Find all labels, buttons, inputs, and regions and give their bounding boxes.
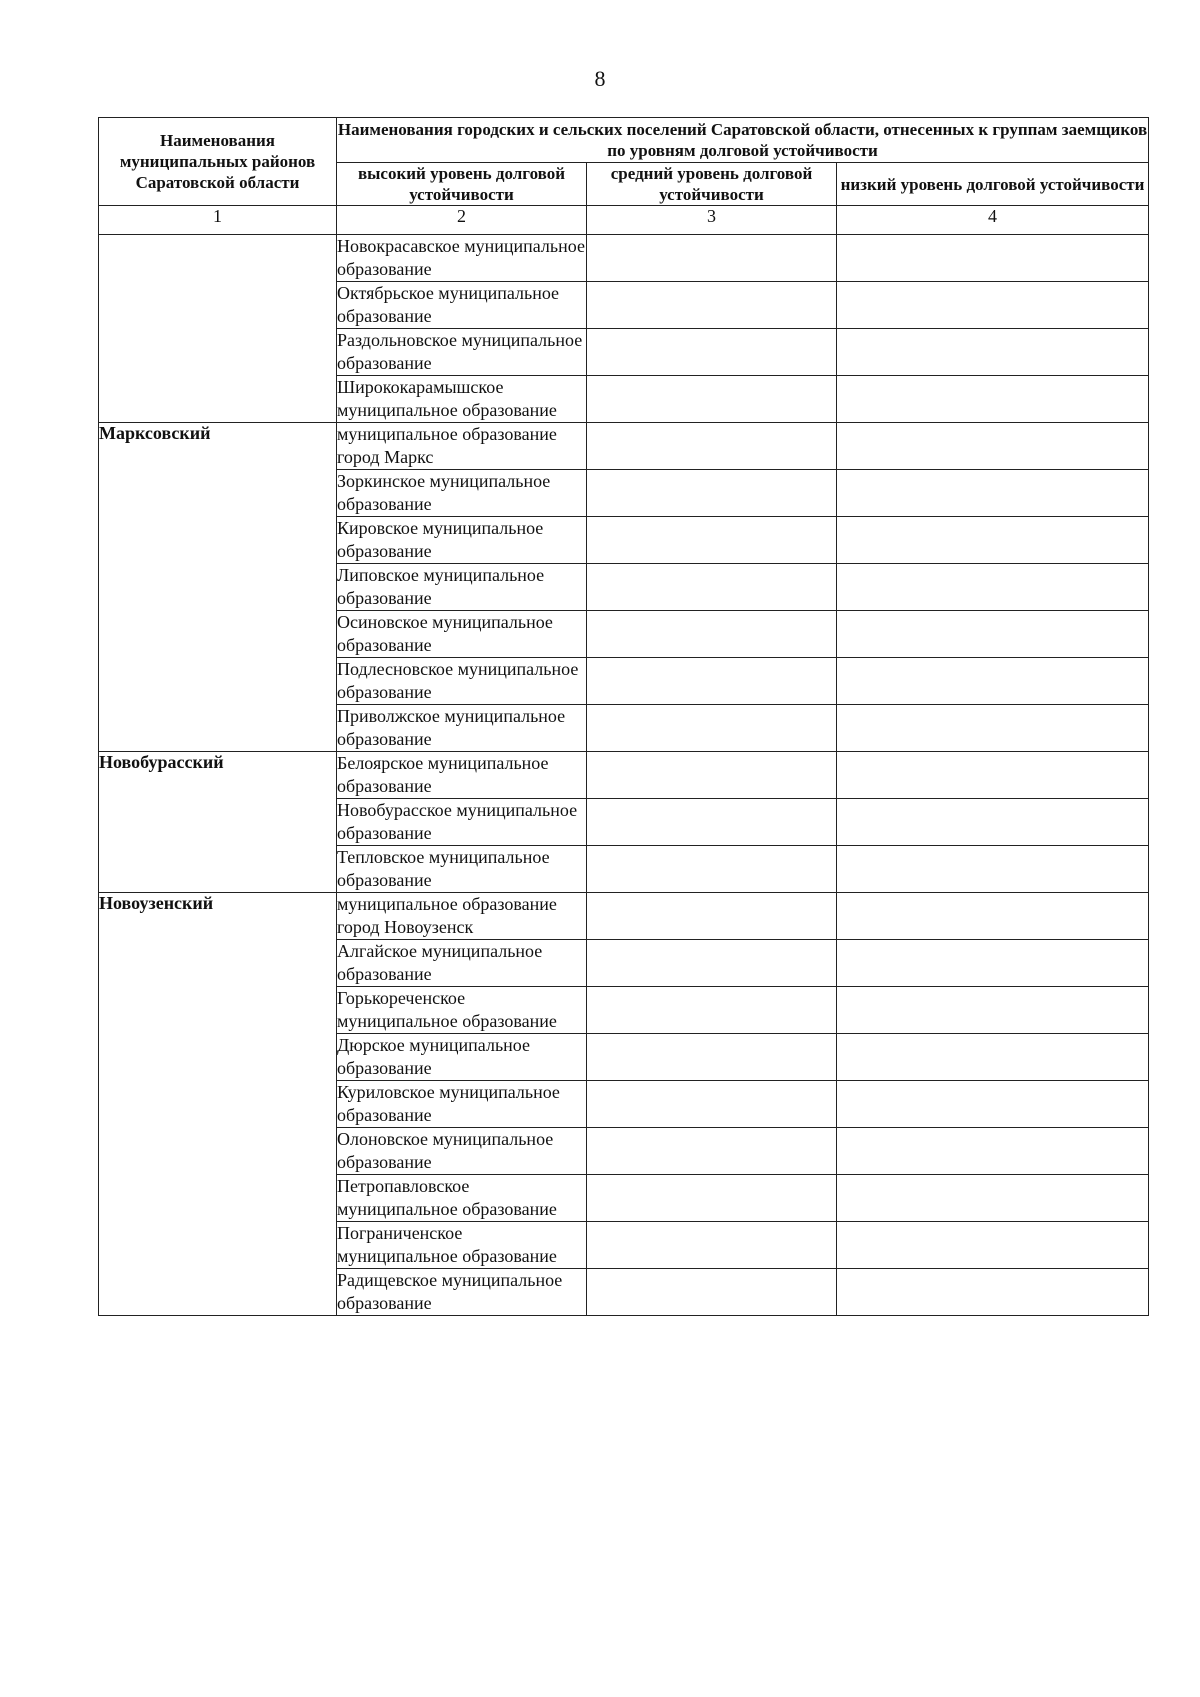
settlement-high-level: Пограниченское муниципальное образование [337,1222,587,1269]
district-name [99,235,337,423]
column-number-2: 2 [337,206,587,235]
settlement-medium-level [587,658,837,705]
table-row [99,423,1149,470]
settlement-high-level: Тепловское муниципальное образование [337,846,587,893]
settlement-high-level: Дюрское муниципальное образование [337,1034,587,1081]
settlement-medium-level [587,1128,837,1175]
table-row [99,752,1149,799]
settlement-low-level [837,752,1149,799]
header-districts: Наименования муниципальных районов Саратовской области [99,118,337,206]
settlement-medium-level [587,1081,837,1128]
debt-sustainability-table [98,117,1149,1316]
settlement-low-level [837,611,1149,658]
settlement-low-level [837,1269,1149,1316]
settlement-medium-level [587,1269,837,1316]
settlement-high-level: Куриловское муниципальное образование [337,1081,587,1128]
settlement-low-level [837,1128,1149,1175]
settlement-low-level [837,470,1149,517]
settlement-low-level [837,329,1149,376]
settlement-medium-level [587,235,837,282]
header-low-level: низкий уровень долговой устойчивости [837,163,1149,206]
settlement-low-level [837,1175,1149,1222]
settlement-high-level: Октябрьское муниципальное образование [337,282,587,329]
settlement-high-level: Новокрасавское муниципальное образование [337,235,587,282]
settlement-low-level [837,517,1149,564]
settlement-high-level: Осиновское муниципальное образование [337,611,587,658]
settlement-high-level: Петропавловское муниципальное образование [337,1175,587,1222]
settlement-medium-level [587,799,837,846]
settlement-low-level [837,564,1149,611]
settlement-high-level: Раздольновское муниципальное образование [337,329,587,376]
column-number-3: 3 [587,206,837,235]
settlement-low-level [837,1222,1149,1269]
header-high-level: высокий уровень долговой устойчивости [337,163,587,206]
settlement-low-level [837,423,1149,470]
settlement-medium-level [587,1175,837,1222]
settlement-medium-level [587,611,837,658]
settlement-low-level [837,705,1149,752]
settlement-low-level [837,987,1149,1034]
settlement-low-level [837,893,1149,940]
district-name: Марксовский [99,423,337,752]
settlement-high-level: Горькореченское муниципальное образование [337,987,587,1034]
settlement-high-level: Олоновское муниципальное образование [337,1128,587,1175]
settlement-medium-level [587,282,837,329]
settlement-medium-level [587,846,837,893]
settlement-high-level: Зоркинское муниципальное образование [337,470,587,517]
district-name: Новоузенский [99,893,337,1316]
settlement-medium-level [587,376,837,423]
settlement-high-level: Новобурасское муниципальное образование [337,799,587,846]
settlement-medium-level [587,705,837,752]
settlement-high-level: Ширококарамышское муниципальное образование [337,376,587,423]
settlement-high-level: Кировское муниципальное образование [337,517,587,564]
table-row [99,235,1149,282]
settlement-low-level [837,235,1149,282]
settlement-medium-level [587,893,837,940]
settlement-low-level [837,940,1149,987]
table-body [99,235,1149,1316]
settlement-medium-level [587,752,837,799]
settlement-medium-level [587,517,837,564]
header-settlements-group: Наименования городских и сельских поселений Саратовской области, отнесенных к группам заемщиков по уровням долговой устойчивости [337,118,1149,163]
settlement-high-level: Белоярское муниципальное образование [337,752,587,799]
settlement-low-level [837,846,1149,893]
settlement-high-level: муниципальное образование город Новоузенск [337,893,587,940]
settlement-medium-level [587,329,837,376]
table-row [99,893,1149,940]
settlement-low-level [837,1034,1149,1081]
settlement-low-level [837,376,1149,423]
settlement-high-level: муниципальное образование город Маркс [337,423,587,470]
settlement-medium-level [587,470,837,517]
settlement-medium-level [587,564,837,611]
settlement-medium-level [587,423,837,470]
settlement-high-level: Приволжское муниципальное образование [337,705,587,752]
page-number: 8 [594,66,606,91]
settlement-low-level [837,799,1149,846]
settlement-low-level [837,658,1149,705]
header-medium-level: средний уровень долговой устойчивости [587,163,837,206]
settlement-medium-level [587,1222,837,1269]
column-number-4: 4 [837,206,1149,235]
settlement-medium-level [587,940,837,987]
settlement-low-level [837,1081,1149,1128]
settlement-high-level: Радищевское муниципальное образование [337,1269,587,1316]
settlement-high-level: Алгайское муниципальное образование [337,940,587,987]
settlement-low-level [837,282,1149,329]
settlement-medium-level [587,987,837,1034]
district-name: Новобурасский [99,752,337,893]
column-number-1: 1 [99,206,337,235]
settlement-medium-level [587,1034,837,1081]
settlement-high-level: Подлесновское муниципальное образование [337,658,587,705]
settlement-high-level: Липовское муниципальное образование [337,564,587,611]
